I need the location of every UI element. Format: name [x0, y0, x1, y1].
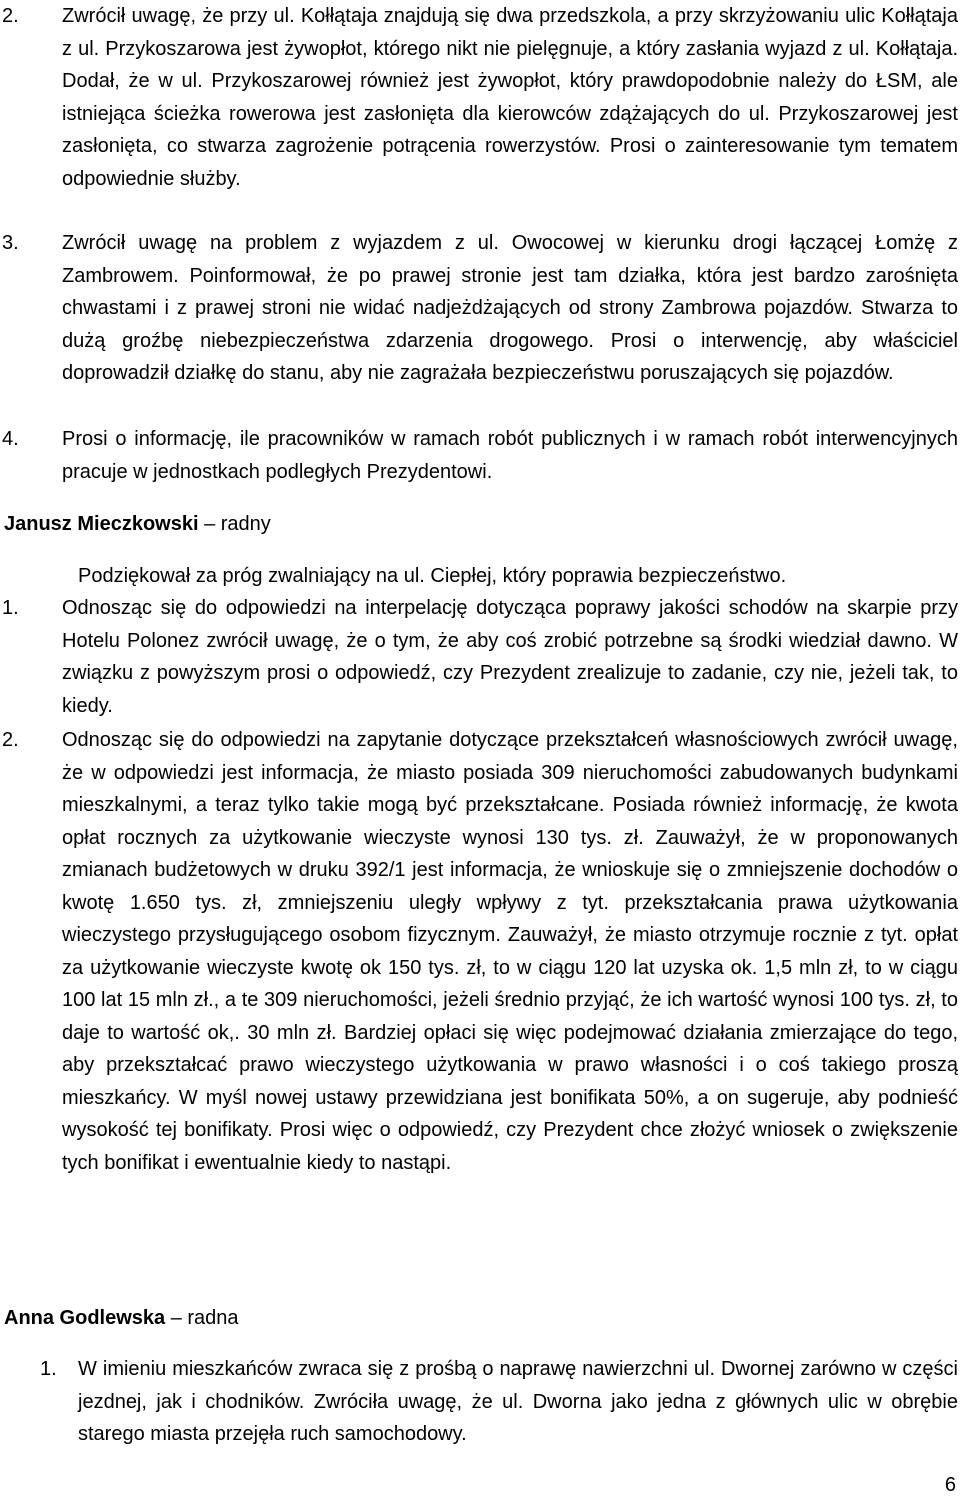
speaker-intro: Podziękował za próg zwalniający na ul. Ciepłej, który poprawia bezpieczeństwo.	[78, 565, 787, 587]
list-item	[0, 1353, 958, 1451]
list-text: Zwrócił uwagę, że przy ul. Kołłątaja znajdują się dwa przedszkola, a przy skrzyżowaniu ulic Kołłątaja z ul. Przykoszarowa jest żywopłot, którego nikt nie pielęgnuje, a który zasłania wyjazd z ul. Kołłątaja. Dodał, że w ul. Przykoszarowej również jest żywopłot, który prawdopodobnie należy do ŁSM, ale istniejąca ścieżka rowerowa jest zasłonięta dla kierowców zdążających do ul. Przykoszarowej jest zasłonięta, co stwarza zagrożenie potrącenia rowerzystów. Prosi o zainteresowanie tym tematem odpowiednie służby.	[62, 5, 958, 190]
list-text: W imieniu mieszkańców zwraca się z prośbą o naprawę nawierzchni ul. Dwornej zarówno w części jezdnej, jak i chodników. Zwróciła uwagę, że ul. Dworna jako jedna z głównych ulic w obrębie starego miasta przejęła ruch samochodowy.	[78, 1358, 958, 1445]
speaker-role: – radny	[198, 513, 271, 535]
list-number: 2.	[2, 729, 19, 751]
list-item	[0, 227, 958, 390]
speaker-name: Janusz Mieczkowski	[4, 513, 199, 535]
list-number: 4.	[2, 428, 19, 450]
list-number: 1.	[40, 1358, 57, 1380]
list-item	[0, 0, 958, 195]
speaker-heading	[4, 1302, 239, 1335]
list-text: Odnosząc się do odpowiedzi na interpelację dotycząca poprawy jakości schodów na skarpie przy Hotelu Polonez zwrócił uwagę, że o tym, że aby coś zrobić potrzebne są środki wiedział dawno. W związku z powyższym prosi o odpowiedź, czy Prezydent zrealizuje to zadanie, czy nie, jeżeli tak, to kiedy.	[62, 597, 958, 717]
list-number: 2.	[2, 5, 19, 27]
speaker-heading	[4, 508, 271, 541]
list-text: Zwrócił uwagę na problem z wyjazdem z ul. Owocowej w kierunku drogi łączącej Łomżę z Zambrowem. Poinformował, że po prawej stronie jest tam działka, która jest bardzo zarośnięta chwastami i z prawej stroni nie widać nadjeżdżających od strony Zambrowa pojazdów. Stwarza to dużą groźbę niebezpieczeństwa zdarzenia drogowego. Prosi o interwencję, aby właściciel doprowadził działkę do stanu, aby nie zagrażała bezpieczeństwu poruszających się pojazdów.	[62, 232, 958, 384]
list-number: 1.	[2, 597, 19, 619]
list-item	[0, 592, 958, 722]
list-text: Prosi o informację, ile pracowników w ramach robót publicznych i w ramach robót interwencyjnych pracuje w jednostkach podległych Prezydentowi.	[62, 428, 958, 483]
speaker-name: Anna Godlewska	[4, 1307, 166, 1329]
list-text: Odnosząc się do odpowiedzi na zapytanie dotyczące przekształceń własnościowych zwrócił uwagę, że w odpowiedzi jest informacja, że miasto posiada 309 nieruchomości zabudowanych budynkami mieszkalnymi, a teraz tylko takie mogą być przekształcane. Posiada również informację, że kwota opłat rocznych za użytkowanie wieczyste wynosi 130 tys. zł. Zauważył, że w proponowanych zmianach budżetowych w druku 392/1 jest informacja, że wnioskuje się o zmniejszenie dochodów o kwotę 1.650 tys. zł, zmniejszeniu uległy wpływy z tyt. przekształcania prawa użytkowania wieczystego przysługującego osobom fizycznym. Zauważył, że miasto otrzymuje rocznie z tyt. opłat za użytkowanie wieczyste kwotę ok 150 tys. zł, to w ciągu 120 lat uzyska ok. 1,5 mln zł, to w ciągu 100 lat 15 mln zł., a te 309 nieruchomości, jeżeli średnio przyjąć, że ich wartość wynosi 100 tys. zł, to daje to wartość ok,. 30 mln zł. Bardziej opłaci się więc podejmować działania zmierzające do tego, aby przekształcać prawo wieczystego użytkowania w prawo własności i o coś takiego proszą mieszkańcy. W myśl nowej ustawy przewidziana jest bonifikata 50%, a on sugeruje, aby podnieść wysokość tej bonifikaty. Prosi więc o odpowiedź, czy Prezydent chce złożyć wniosek o zwiększenie tych bonifikat i ewentualnie kiedy to nastąpi.	[62, 729, 958, 1174]
list-number: 3.	[2, 232, 19, 254]
speaker-role: – radna	[165, 1307, 239, 1329]
list-item	[0, 423, 958, 488]
list-item	[0, 724, 958, 1179]
page-number: 6	[944, 1474, 956, 1496]
